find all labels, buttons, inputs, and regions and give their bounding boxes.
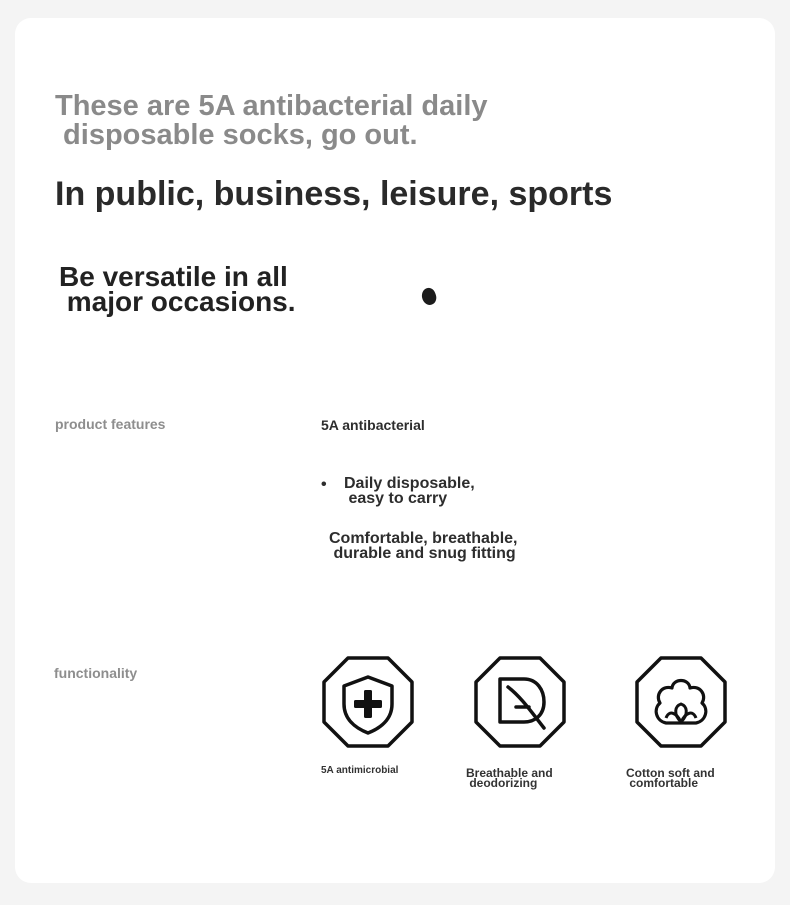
cotton-label: Cotton soft and comfortable [626,766,715,790]
cotton-flower-icon [635,656,727,748]
breathable-label: Breathable and deodorizing [466,766,553,790]
product-features-label: product features [55,416,166,432]
shield-cross-icon [322,656,414,748]
occasions-headline: In public, business, leisure, sports [55,175,613,213]
versatile-headline: Be versatile in all major occasions. [59,261,296,317]
feature-antibacterial: 5A antibacterial [321,417,425,433]
bullet-dot: • [321,476,327,493]
leaf-icon [474,656,566,748]
intro-headline: These are 5A antibacterial daily disposable socks, go out. [55,90,488,151]
functionality-label: functionality [54,665,138,681]
antimicrobial-label: 5A antimicrobial [321,765,399,776]
feature-comfortable: Comfortable, breathable, durable and snug fitting [329,530,518,562]
feature-disposable: Daily disposable, easy to carry [344,475,475,507]
